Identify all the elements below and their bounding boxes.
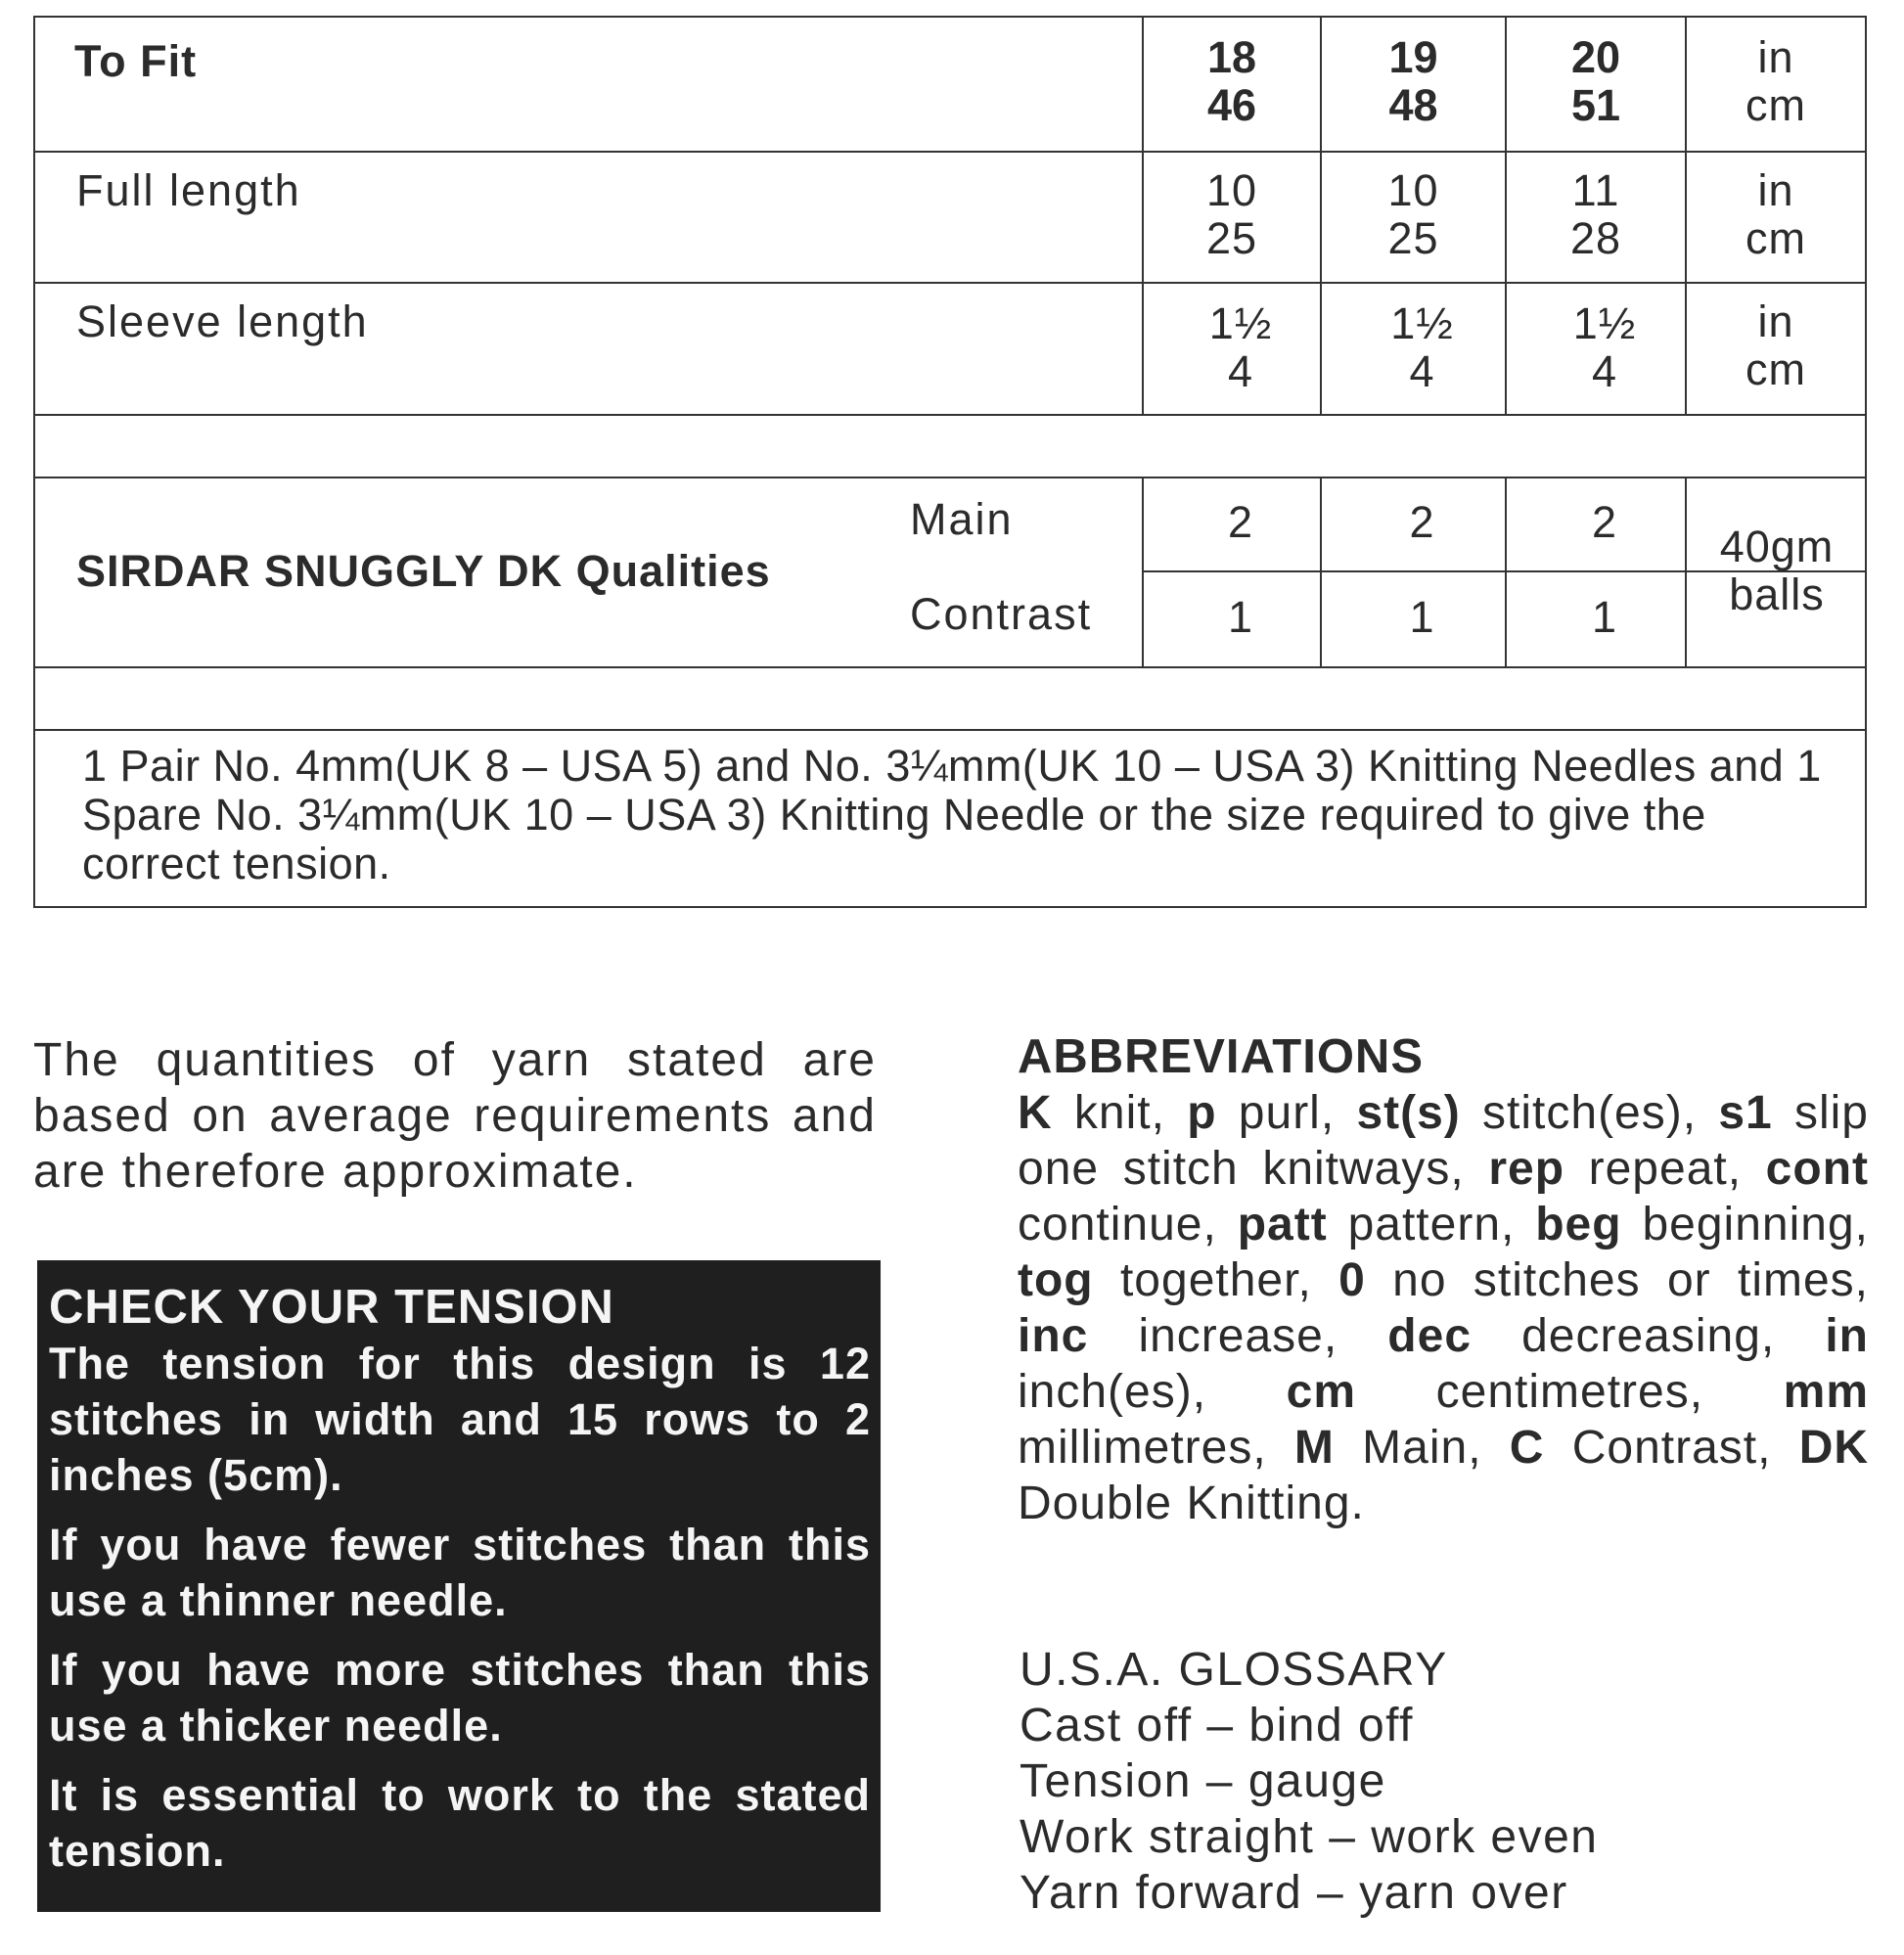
abbreviation-term: cont (1765, 1143, 1869, 1195)
size-table (33, 16, 1867, 908)
abbreviations-list: K knit, p purl, st(s) stitch(es), s1 slip one stitch knitways, rep repeat, cont continue, patt pattern, beg beginning, tog together, 0 no stitches or times, inc increase, dec decreasing, in inch(es), cm centimetres, mm millimetres, M Main, C Contrast, DK Double Knitting. (1018, 1087, 1870, 1529)
abbreviation-meaning: increase (1138, 1310, 1324, 1362)
unit-in: in (1757, 296, 1794, 346)
sleeve-length-units (1687, 297, 1865, 393)
value-in: 1½ (1208, 298, 1273, 348)
abbreviation-meaning: Double Knitting. (1018, 1478, 1365, 1529)
glossary-item: Tension – gauge (1020, 1755, 1386, 1807)
value-in: 10 (1387, 165, 1439, 215)
abbreviation-term: M (1293, 1422, 1335, 1474)
full-length-label: Full length (76, 165, 301, 215)
sleeve-length-size-2 (1322, 299, 1522, 395)
sleeve-length-size-3 (1507, 299, 1702, 395)
abbreviation-meaning: beginning (1642, 1199, 1855, 1250)
header-units (1687, 33, 1865, 129)
value-cm: 28 (1569, 213, 1622, 263)
contrast-size-1: 1 (1227, 592, 1254, 642)
needles-text: 1 Pair No. 4mm(UK 8 – USA 5) and No. 3¼mm(UK 10 – USA 3) Knitting Needles and 1 Spare No. 3¼mm(UK 10 – USA 3) Knitting Needle or the size required to give the correct tension. (82, 741, 1822, 888)
size-3-cm: 51 (1570, 80, 1621, 130)
value-cm: 25 (1205, 213, 1258, 263)
abbreviation-term: patt (1237, 1199, 1328, 1250)
size-1-in: 18 (1206, 32, 1257, 82)
main-size-3: 2 (1591, 497, 1618, 547)
quantities-note: The quantities of yarn stated are based on average requirements and are therefore approximate. (33, 1034, 877, 1198)
abbreviation-term: beg (1535, 1199, 1622, 1250)
abbreviation-term: rep (1488, 1143, 1565, 1195)
glossary-item: Work straight – work even (1020, 1811, 1599, 1863)
size-2-header (1322, 33, 1505, 129)
main-size-2: 2 (1409, 497, 1435, 547)
sleeve-length-label: Sleeve length (76, 296, 369, 346)
unit-in: in (1757, 32, 1794, 82)
abbreviation-meaning: pattern (1347, 1199, 1502, 1250)
glossary-section (1020, 1642, 1871, 1921)
unit-weight: 40gm (1719, 522, 1835, 571)
abbreviation-term: inc (1018, 1310, 1089, 1362)
sleeve-length-size-1 (1144, 299, 1337, 395)
unit-balls: balls (1729, 569, 1825, 619)
abbreviation-meaning: no stitches or times (1392, 1254, 1855, 1306)
tension-essential: It is essential to work to the stated tension. (49, 1770, 871, 1876)
size-1-header (1144, 33, 1320, 129)
contrast-label: Contrast (910, 589, 1093, 639)
abbreviation-meaning: centimetres (1435, 1366, 1690, 1418)
abbreviation-meaning: decreasing (1521, 1310, 1761, 1362)
value-in: 10 (1205, 165, 1258, 215)
abbreviation-term: p (1187, 1087, 1217, 1139)
abbreviation-meaning: millimetres (1018, 1422, 1253, 1474)
tension-heading: CHECK YOUR TENSION (49, 1281, 614, 1334)
value-cm: 25 (1387, 213, 1439, 263)
main-label: Main (910, 494, 1014, 544)
abbreviation-term: K (1018, 1087, 1053, 1139)
abbreviation-meaning: knit (1073, 1087, 1152, 1139)
main-size-1: 2 (1227, 497, 1254, 547)
size-2-in: 19 (1388, 32, 1438, 82)
contrast-size-2: 1 (1409, 592, 1435, 642)
full-length-size-2 (1322, 166, 1505, 262)
abbreviation-meaning: Main (1362, 1422, 1469, 1474)
abbreviation-term: in (1825, 1310, 1869, 1362)
value-in: 1½ (1390, 298, 1454, 348)
abbreviation-term: dec (1387, 1310, 1473, 1362)
size-2-cm: 48 (1388, 80, 1438, 130)
abbreviation-term: 0 (1338, 1254, 1366, 1306)
abbreviation-meaning: slip one stitch knitways (1018, 1087, 1869, 1195)
unit-cm: cm (1745, 213, 1806, 263)
to-fit-label: To Fit (74, 36, 198, 86)
abbreviation-term: DK (1798, 1422, 1870, 1474)
glossary-item: Cast off – bind off (1020, 1700, 1414, 1751)
abbreviation-meaning: stitch(es) (1482, 1087, 1683, 1139)
full-length-size-1 (1144, 166, 1320, 262)
abbreviation-meaning: repeat (1588, 1143, 1728, 1195)
value-in: 11 (1571, 165, 1620, 215)
glossary-heading: U.S.A. GLOSSARY (1020, 1644, 1448, 1696)
tension-fewer: If you have fewer stitches than this use a thinner needle. (49, 1520, 871, 1625)
unit-cm: cm (1745, 80, 1806, 130)
size-3-header (1507, 33, 1685, 129)
full-length-units (1687, 166, 1865, 262)
tension-more: If you have more stitches than this use a thicker needle. (49, 1645, 871, 1750)
abbreviation-term: tog (1018, 1254, 1094, 1306)
abbreviation-meaning: continue (1018, 1199, 1203, 1250)
tension-intro: The tension for this design is 12 stitches in width and 15 rows to 2 inches (5cm). (49, 1339, 871, 1500)
abbreviation-meaning: inch(es) (1018, 1366, 1193, 1418)
abbreviation-term: mm (1783, 1366, 1870, 1418)
value-cm: 4 (1591, 346, 1618, 396)
unit-in: in (1757, 165, 1794, 215)
full-length-size-3 (1507, 166, 1685, 262)
size-3-in: 20 (1570, 32, 1621, 82)
abbreviation-term: C (1509, 1422, 1545, 1474)
value-cm: 4 (1227, 346, 1254, 396)
tension-box (37, 1260, 881, 1912)
yarn-units (1687, 523, 1867, 618)
abbreviation-meaning: together (1119, 1254, 1298, 1306)
value-in: 1½ (1572, 298, 1637, 348)
unit-cm: cm (1745, 344, 1806, 394)
abbreviation-term: s1 (1718, 1087, 1773, 1139)
abbreviation-term: cm (1286, 1366, 1357, 1418)
size-1-cm: 46 (1206, 80, 1257, 130)
abbreviations-heading: ABBREVIATIONS (1018, 1030, 1425, 1083)
glossary-item: Yarn forward – yarn over (1020, 1867, 1568, 1919)
value-cm: 4 (1409, 346, 1435, 396)
contrast-size-3: 1 (1591, 592, 1618, 642)
abbreviations-section (1018, 1029, 1869, 1531)
abbreviation-meaning: Contrast (1571, 1422, 1758, 1474)
abbreviation-meaning: purl (1238, 1087, 1321, 1139)
yarn-quality-label: SIRDAR SNUGGLY DK Qualities (76, 546, 771, 596)
abbreviation-term: st(s) (1356, 1087, 1461, 1139)
